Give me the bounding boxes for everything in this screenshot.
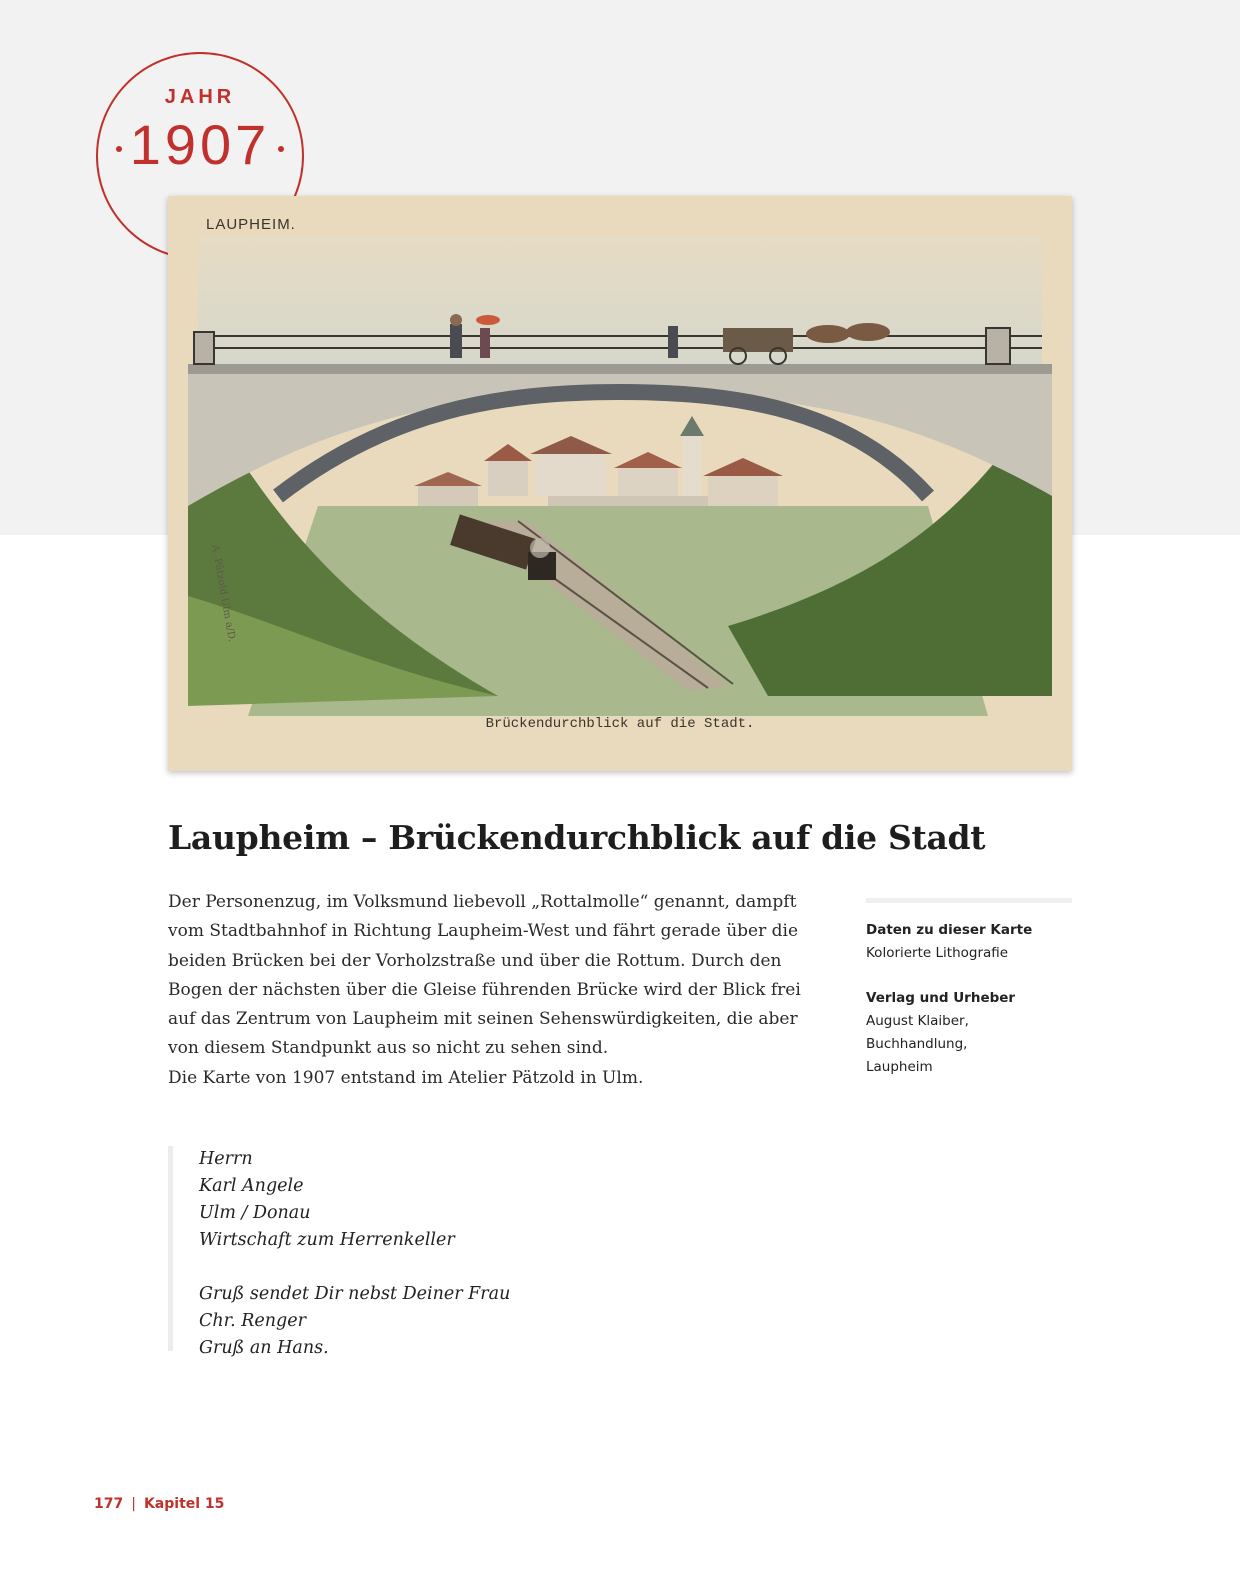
publisher-block (866, 987, 1072, 1079)
address-line: Karl Angele (199, 1176, 304, 1196)
card-info-sidebar (866, 898, 1072, 1101)
quote-spacer (199, 1254, 588, 1281)
publisher-line: Laupheim (866, 1059, 933, 1075)
chapter-label: Kapitel 15 (143, 1496, 225, 1512)
postcard-illustration (168, 196, 1072, 771)
address-line: Herrn (199, 1149, 253, 1169)
footer-separator: | (131, 1496, 136, 1512)
message-line: Gruß an Hans. (199, 1338, 329, 1358)
message-line: Chr. Renger (199, 1311, 306, 1331)
postcard-message-quote (168, 1146, 588, 1358)
publisher-line: August Klaiber, Buchhandlung, (866, 1013, 969, 1052)
message-line: Gruß sendet Dir nebst Deiner Frau (199, 1284, 511, 1304)
article-body (168, 888, 808, 1093)
body-line: auf das Zentrum von Laupheim mit seinen Sehenswürdigkeiten, die aber (168, 1009, 798, 1030)
address-line: Ulm / Donau (199, 1203, 311, 1223)
publisher-heading: Verlag und Urheber (866, 990, 1016, 1006)
postcard-caption-bottom: Brückendurchblick auf die Stadt. (485, 716, 755, 732)
stamp-dot-left (116, 146, 122, 152)
body-line: von diesem Standpunkt aus so nicht zu sehen sind. (168, 1038, 609, 1059)
body-line: beiden Brücken bei der Vorholzstraße und über die Rottum. Durch den (168, 950, 782, 971)
body-line: Der Personenzug, im Volksmund liebevoll „Rottalmolle“ genannt, dampft (168, 892, 797, 912)
card-data-heading: Daten zu dieser Karte (866, 922, 1033, 938)
postcard-image (168, 196, 1072, 771)
stamp-year: 1907 (129, 113, 271, 176)
card-data-block (866, 919, 1072, 965)
body-line: Bogen der nächsten über die Gleise führenden Brücke wird der Blick frei (168, 979, 801, 1000)
page-number: 177 (94, 1496, 124, 1512)
article-title: Laupheim – Brückendurchblick auf die Stadt (168, 818, 986, 857)
page-footer (94, 1496, 224, 1512)
address-line: Wirtschaft zum Herrenkeller (199, 1230, 455, 1250)
postcard-caption-top: LAUPHEIM. (206, 216, 296, 233)
card-data-value: Kolorierte Lithografie (866, 945, 1009, 961)
body-line: vom Stadtbahnhof in Richtung Laupheim-West und fährt gerade über die (168, 921, 799, 942)
stamp-label: JAHR (164, 86, 236, 108)
body-line: Die Karte von 1907 entstand im Atelier Pätzold in Ulm. (168, 1067, 644, 1088)
stamp-dot-right (278, 146, 284, 152)
postcard-signature: A. Pätzold Ulm a/D. (209, 544, 238, 643)
